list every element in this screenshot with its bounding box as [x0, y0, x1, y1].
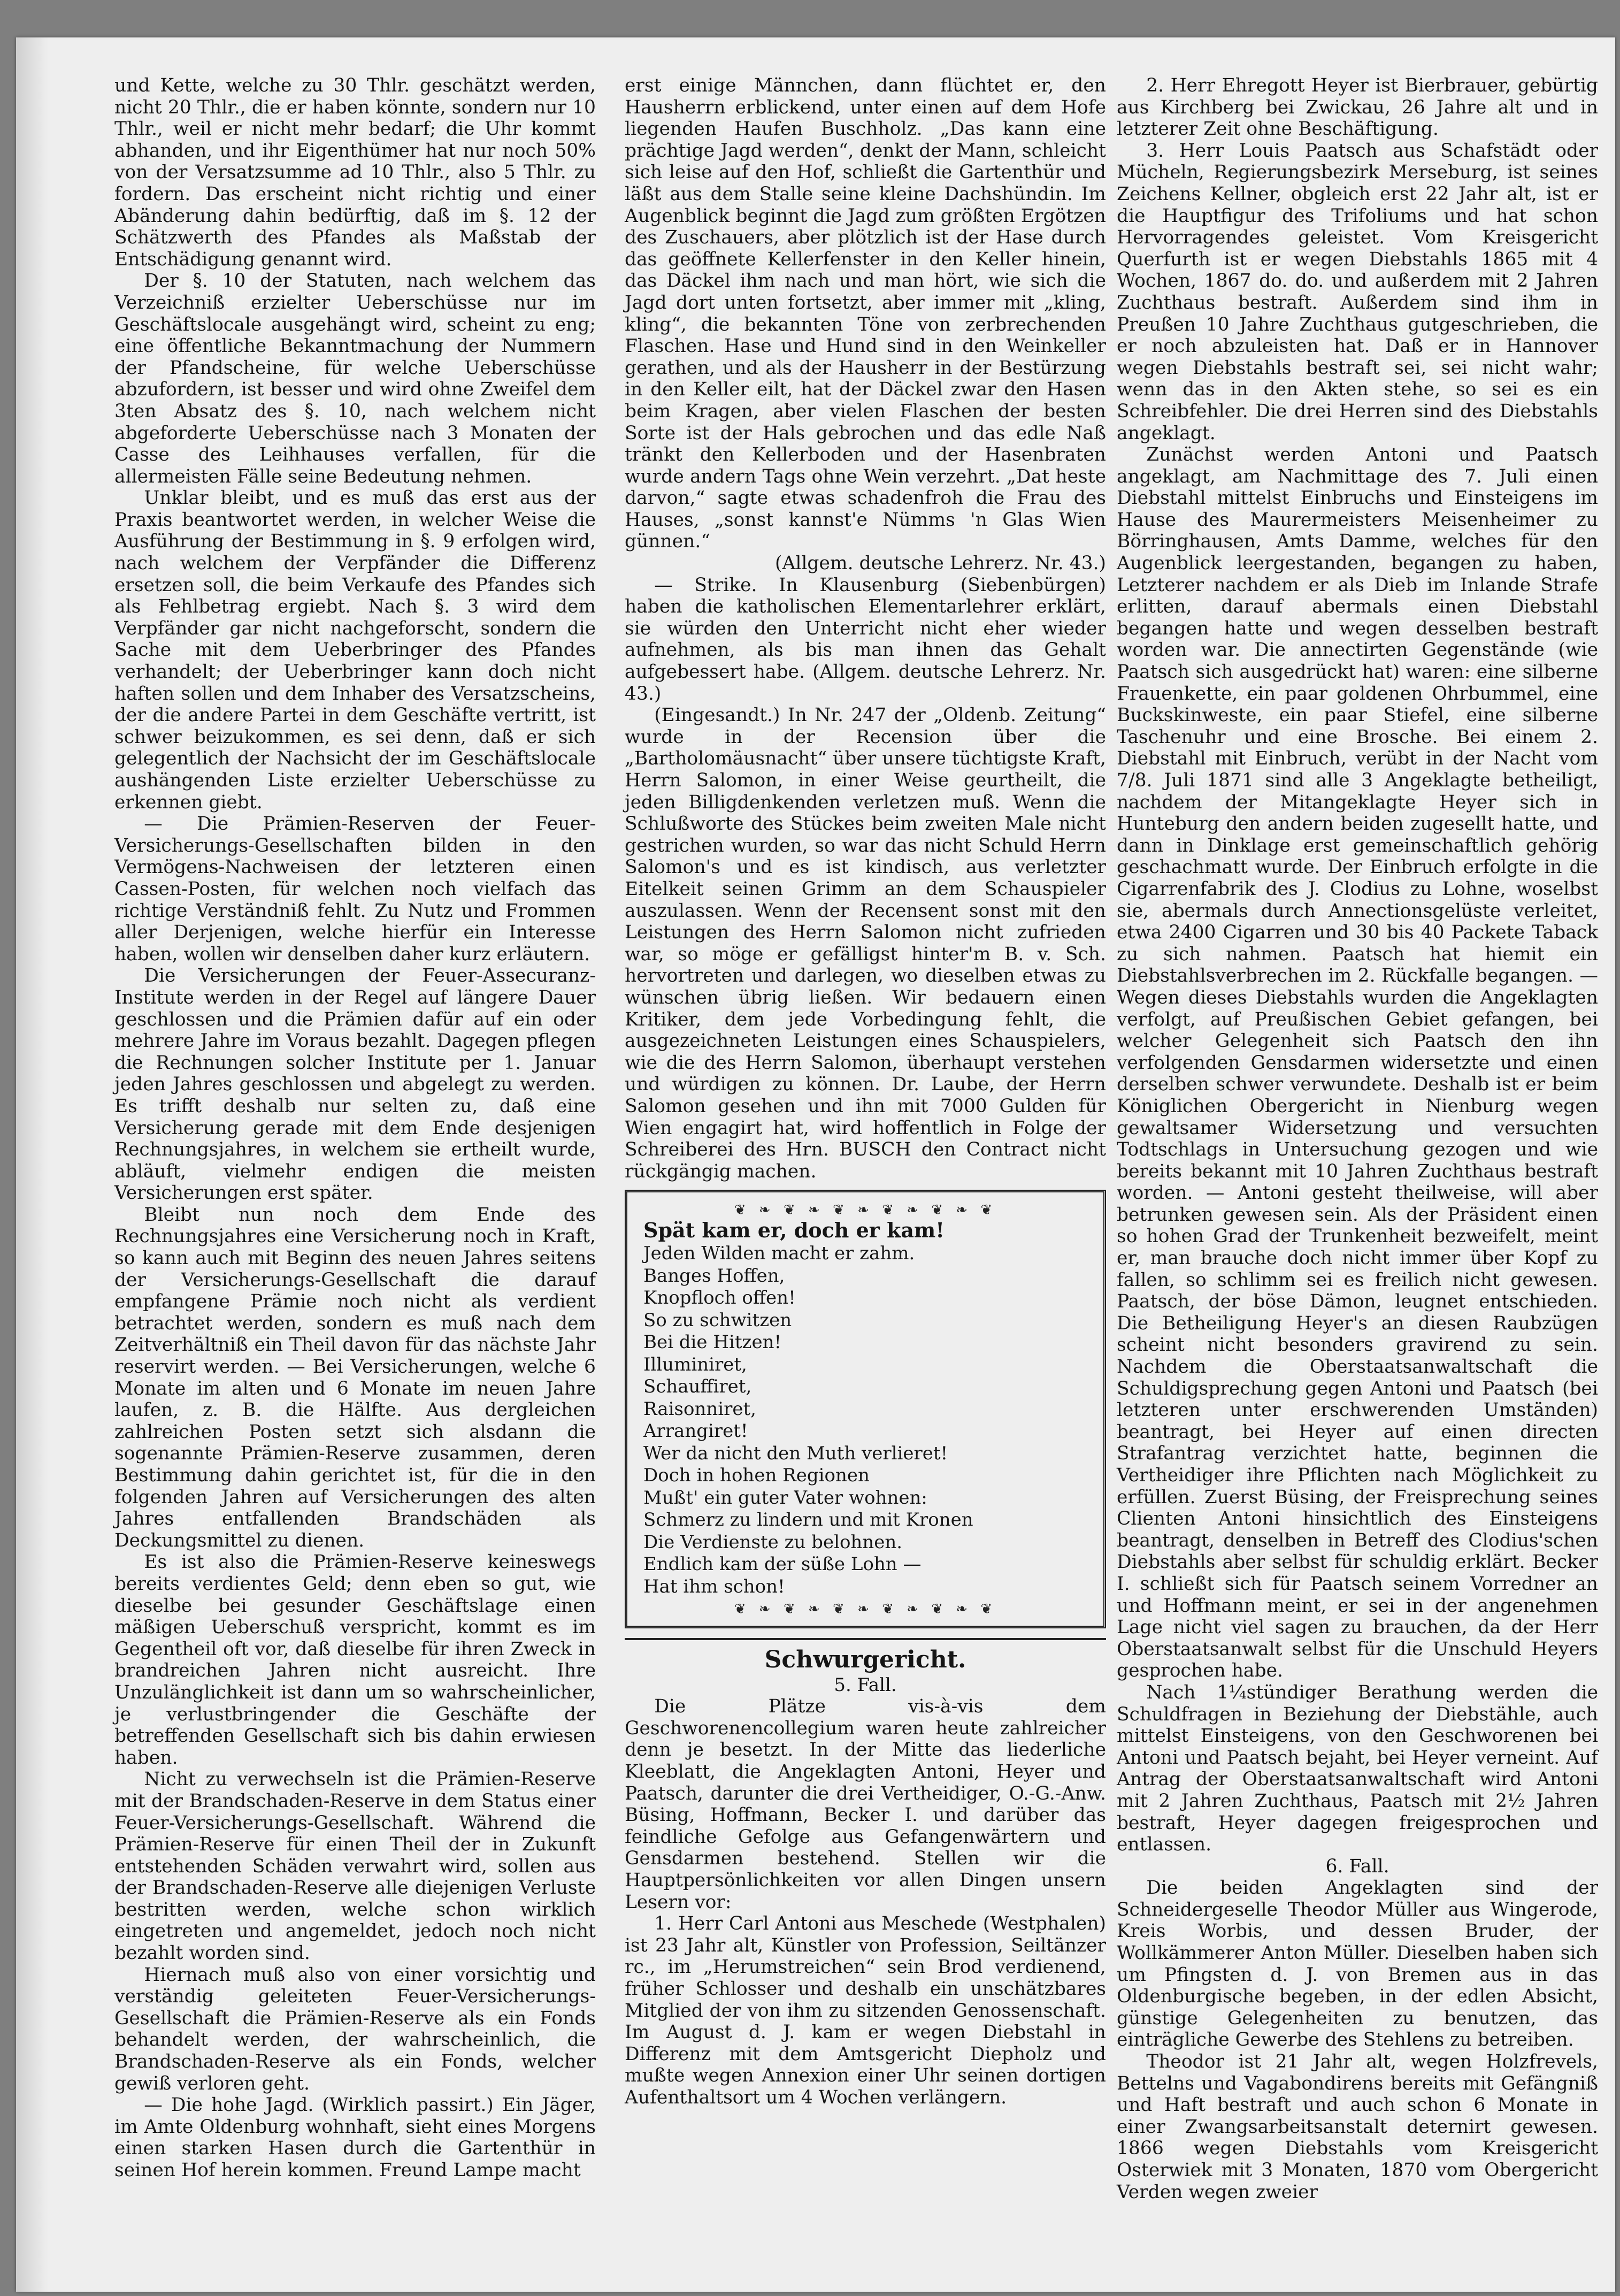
middle-column-court-report [625, 1696, 1106, 2108]
poem-line: Mußt' ein guter Vater wohnen: [643, 1487, 927, 1509]
paragraph: (Eingesandt.) In Nr. 247 der „Oldenb. Zeitung“ wurde in der Recension über die „Bartholomäusnacht“ über unsere tüchtigste Kraft, Herrn Salomon, in einer Weise geurtheilt, die jeden Billigdenkenden verletzen muß. Wenn die Schlußworte des Stückes beim zweiten Male nicht gestrichen wurden, so war das nicht Schuld Herrn Salomon's und es ist kindisch, aus verletzter Eitelkeit seinen Grimm an dem Schauspieler auszulassen. Wenn der Recensent sonst mit den Leistungen des Herrn Salomon nicht zufrieden war, so möge er gefälligst hinter'm B. v. Sch. hervortreten und darlegen, wo dieselben etwas zu wünschen übrig ließen. Wir bedauern einen Kritiker, dem jede Vorbedingung fehlt, die ausgezeichneten Leistungen eines Schauspielers, wie die des Herrn Salomon, überhaupt verstehen und würdigen zu können. Dr. Laube, der Herrn Salomon gesehen und ihn mit 7000 Gulden für Wien engagirt hat, wird hoffentlich in Folge der Schreiberei des Hrn. BUSCH den Contract nicht rückgängig machen. [625, 705, 1106, 1182]
poem-line: Schmerz zu lindern und mit Kronen [643, 1509, 973, 1531]
paragraph: 2. Herr Ehregott Heyer ist Bierbrauer, gebürtig aus Kirchberg bei Zwickau, 26 Jahre alt und in letzterer Zeit ohne Beschäftigung. [1117, 75, 1598, 140]
poem-line: Raisonniret, [643, 1398, 756, 1420]
paragraph: Unklar bleibt, und es muß das erst aus der Praxis beantwortet werden, in welcher Weise die Ausführung der Bestimmung in §. 9 erfolgen wird, nach welchem der Verpfänder die Differenz ersetzen soll, die beim Verkaufe des Pfandes sich als Fehlbetrag ergiebt. Nach §. 3 wird dem Verpfänder gar nicht nachgeforscht, sondern die Sache mit dem Ueberbringer des Pfandes verhandelt; der Ueberbringer kann doch nicht haften sollen und dem Inhaber des Versatzscheins, der die andere Partei in dem Geschäfte vertritt, ist schwer beizukommen, es sei denn, daß er sich gelegentlich der Nachsicht der im Geschäftslocale aushängenden Liste erzielter Ueberschüsse zu erkennen giebt. [114, 487, 596, 813]
paragraph: Hiernach muß also von einer vorsichtig und verständig geleiteten Feuer-Versicherungs-Gesellschaft die Prämien-Reserve als ein Fonds behandelt werden, der wahrscheinlich, die Brandschaden-Reserve als ein Fonds, welcher gewiß verloren geht. [114, 1964, 596, 2094]
paragraph: erst einige Männchen, dann flüchtet er, den Hausherrn erblickend, unter einen auf dem Hofe liegenden Haufen Buschholz. „Das kann eine prächtige Jagd werden“, denkt der Mann, schleicht sich leise auf den Hof, schließt die Gartenthür und läßt aus dem Stalle seine kleine Dachshündin. Im Augenblick beginnt die Jagd zum größten Ergötzen des Zuschauers, aber plötzlich ist der Hase durch das geöffnete Kellerfenster in den Keller hinein, das Däckel ihm nach und man hört, wie sich die Jagd dort unten fortsetzt, aber immer mit „kling, kling“, die bekannten Töne von zerbrechenden Flaschen. Hase und Hund sind in den Weinkeller gerathen, und als der Hausherr in der Bestürzung in den Keller eilt, hat der Däckel zwar den Hasen beim Kragen, aber vielen Flaschen der besten Sorte ist der Hals gebrochen und das edle Naß tränkt den Kellerboden und der Hasenbraten wurde andern Tags ohne Wein verzehrt. „Dat heste darvon,“ sagte etwas schadenfroh die Frau des Hauses, „sonst kannst'e Nümms 'n Glas Wien günnen.“ [625, 75, 1106, 553]
paragraph: Nicht zu verwechseln ist die Prämien-Reserve mit der Brandschaden-Reserve in dem Status einer Feuer-Versicherungs-Gesellschaft. Während die Prämien-Reserve für einen Theil der in Zukunft entstehenden Schäden verwahrt wird, sollen aus der Brandschaden-Reserve alle diejenigen Verluste bestritten werden, welche schon wirklich eingetreten und angemeldet, jedoch noch nicht bezahlt worden sind. [114, 1769, 596, 1964]
column-left [114, 75, 596, 2182]
paragraph: Die beiden Angeklagten sind der Schneidergeselle Theodor Müller aus Wingerode, Kreis Worbis, und dessen Bruder, der Wollkämmerer Anton Müller. Dieselben haben sich um Pfingsten d. J. von Bremen aus in das Oldenburgische begeben, in der edlen Absicht, günstige Gelegenheiten zu benutzen, das einträgliche Gewerbe des Stehlens zu betreiben. [1117, 1877, 1598, 2051]
poem-line: Wer da nicht den Muth verlieret! [643, 1442, 948, 1464]
paragraph: Die Versicherungen der Feuer-Assecuranz-Institute werden in der Regel auf längere Dauer geschlossen und die Prämien dafür auf ein oder mehrere Jahre im Voraus bezahlt. Dagegen pflegen die Rechnungen solcher Institute per 1. Januar jeden Jahres geschlossen und abgelegt zu werden. Es trifft deshalb nur selten zu, daß eine Versicherung gerade mit dem Ende desjenigen Rechnungsjahres, in welchem sie ertheilt wurde, abläuft, vielmehr endigen die meisten Versicherungen erst später. [114, 965, 596, 1204]
poem-line: Arrangiret! [643, 1420, 748, 1442]
paragraph: Nach 1¼stündiger Berathung werden die Schuldfragen in Beziehung der Diebstähle, auch mittelst Einsteigens, von den Geschworenen bei Antoni und Paatsch bejaht, bei Heyer verneint. Auf Antrag der Oberstaatsanwaltschaft wird Antoni mit 2 Jahren Zuchthaus, Paatsch mit 2½ Jahren bestraft, Heyer dagegen freigesprochen und entlassen. [1117, 1681, 1598, 1856]
paragraph: und Kette, welche zu 30 Thlr. geschätzt werden, nicht 20 Thlr., die er haben könnte, sondern nur 10 Thlr., weil er nicht mehr bedarf; die Uhr kommt abhanden, und ihr Eigenthümer hat nur noch 50% von der Versatzsumme ad 10 Thlr., also 5 Thlr. zu fordern. Das erscheint nicht richtig und einer Abänderung dahin bedürftig, daß im §. 12 der Schätzwerth des Pfandes als Maßstab der Entschädigung genannt wird. [114, 75, 596, 270]
paragraph: Der §. 10 der Statuten, nach welchem das Verzeichniß erzielter Ueberschüsse nur im Geschäftslocale ausgehängt wird, scheint zu eng; eine öffentliche Bekanntmachung der Nummern der Pfandscheine, für welche Ueberschüsse abzufordern, ist besser und wird ohne Zweifel dem 3ten Absatz des §. 10, nach welchem nicht abgeforderte Ueberschüsse nach 3 Monaten der Casse des Leihhauses verfallen, für die allermeisten Fälle seine Bedeutung nehmen. [114, 270, 596, 487]
paragraph: — Die hohe Jagd. (Wirklich passirt.) Ein Jäger, im Amte Oldenburg wohnhaft, sieht eines Morgens einen starken Hasen durch die Gartenthür in seinen Hof herein kommen. Freund Lampe macht [114, 2094, 596, 2181]
poem-line: So zu schwitzen [643, 1309, 792, 1331]
paragraph: 1. Herr Carl Antoni aus Meschede (Westphalen) ist 23 Jahr alt, Künstler von Profession, Seiltänzer rc., im „Herumstreichen“ sein Brod verdienend, früher Schlosser und deshalb ein unschätzbares Mitglied der von ihm zu sitzenden Genossenschaft. Im August d. J. kam er wegen Diebstahl in Differenz mit dem Amtsgericht Diepholz und mußte wegen Annexion einer Uhr seinen dortigen Aufenthaltsort um 4 Wochen verlängern. [625, 1913, 1106, 2108]
paragraph: Bleibt nun noch dem Ende des Rechnungsjahres eine Versicherung noch in Kraft, so kann auch mit Beginn des neuen Jahres seitens der Versicherungs-Gesellschaft die darauf empfangene Prämie noch nicht als verdient betrachtet werden, sondern es muß nach dem Zeitverhältniß ein Theil davon für das nächste Jahr reservirt werden. — Bei Versicherungen, welche 6 Monate im alten und 6 Monate im neuen Jahre laufen, z. B. die Hälfte. Aus dergleichen zahlreichen Posten setzt sich alsdann die sogenannte Prämien-Reserve zusammen, deren Bestimmung dahin gerichtet ist, für die in den folgenden Jahren auf Versicherungen des alten Jahres entfallenden Brandschäden als Deckungsmittel zu dienen. [114, 1204, 596, 1551]
paragraph: Zunächst werden Antoni und Paatsch angeklagt, am Nachmittage des 7. Juli einen Diebstahl mittelst Einbruchs und Einsteigens im Hause des Maurermeisters Meisenheimer zu Börringhausen, Amts Damme, welches für den Augenblick leergestanden, begangen zu haben, Letzterer nachdem er als Dieb im Inlande Strafe erlitten, darauf abermals einen Diebstahl begangen hatte und wegen desselben bestraft worden war. Die annectirten Gegenstände (wie Paatsch sich ausgedrückt hat) waren: eine silberne Frauenkette, ein paar goldenen Ohrbummel, eine Buckskinweste, ein paar Stiefel, eine silberne Taschenuhr und eine Brosche. Bei einem 2. Diebstahl mit Einbruch, verübt in der Nacht vom 7/8. Juli 1871 sind alle 3 Angeklagte betheiligt, nachdem der Mitangeklagte Heyer sich in Hunteburg den andern beiden zugesellt hatte, und dann in Dinklage erst gemeinschaftlich gehörig geschachmatt wurde. Der Einbruch erfolgte in die Cigarrenfabrik des J. Clodius zu Lohne, woselbst sie, abermals durch Annectionsgelüste verleitet, etwa 2400 Cigarren und 30 bis 40 Packete Taback zu sich nahmen. Paatsch hat hiemit ein Diebstahlsverbrechen im 2. Rückfalle begangen. — Wegen dieses Diebstahls wurden die Angeklagten verfolgt, auf Preußischen Gebiet gefangen, bei welcher Gelegenheit sich Paatsch den ihn verfolgenden Gensdarmen widersetzte und einen derselben schwer verwundete. Deshalb ist er beim Königlichen Obergericht in Nienburg wegen gewaltsamer Widersetzung und versuchten Todtschlags in Untersuchung gezogen und wie bereits bekannt mit 10 Jahren Zuchthaus bestraft worden. — Antoni gesteht theilweise, will aber betrunken gewesen sein. Als der Präsident einen so hohen Grad der Trunkenheit bezweifelt, meint er, man brauche doch nicht immer über Kopf zu fallen, so schlimm sei es freilich nicht gewesen. Paatsch, der böse Dämon, leugnet entschieden. Die Betheiligung Heyer's an diesen Raubzügen scheint nicht besonders gravirend zu sein. Nachdem die Oberstaatsanwaltschaft die Schuldigsprechung gegen Antoni und Paatsch (bei letzteren unter erschwerenden Umständen) beantragt, bei Heyer auf einen directen Strafantrag verzichtet hatte, beginnen die Vertheidiger ihre Pflichten nach Möglichkeit zu erfüllen. Zuerst Büsing, der Freisprechung seines Clienten Antoni hinsichtlich des Einsteigens beantragt, denselben in Betreff des Clodius'schen Diebstahls aber selbst für schuldig erklärt. Becker I. schließt sich für Paatsch seinem Vorredner an und Hoffmann meint, er sei in der angenehmen Lage nicht viel sagen zu brauchen, da der Herr Oberstaatsanwalt selbst für die Unschuld Heyers gesprochen habe. [1117, 444, 1598, 1682]
paragraph: (Allgem. deutsche Lehrerz. Nr. 43.) [774, 553, 1106, 575]
paragraph: Es ist also die Prämien-Reserve keineswegs bereits verdientes Geld; denn eben so gut, wie dieselbe bei gesunder Geschäftslage einen mäßigen Ueberschuß verspricht, kommt es im Gegentheil oft vor, daß dieselbe für ihren Zweck in brandreichen Jahren nicht ausreicht. Ihre Unzulänglichkeit ist dann um so wahrscheinlicher, je verlustbringender die Geschäfte der betreffenden Gesellschaft sich bis dahin erwiesen haben. [114, 1551, 596, 1769]
column-right [1117, 75, 1598, 2203]
poem-lines [643, 1243, 1087, 1598]
poem-line: Doch in hohen Regionen [643, 1465, 870, 1487]
case-number-5: 5. Fall. [834, 1674, 897, 1696]
poem-line: Bei die Hitzen! [643, 1331, 782, 1353]
paragraph: — Die Prämien-Reserven der Feuer-Versicherungs-Gesellschaften bilden in den Vermögens-Nachweisen der letzteren einen Cassen-Posten, für welchen noch vielfach das richtige Verständniß fehlt. Zu Nutz und Frommen aller Derjenigen, welche hierfür ein Interesse haben, wollen wir denselben daher kurz erläutern. [114, 813, 596, 965]
poem-line: Jeden Wilden macht er zahm. [643, 1243, 915, 1265]
poem-line: Banges Hoffen, [643, 1265, 785, 1287]
poem-title: ❦ ❧ ❦ ❧ ❦ ❧ ❦ ❧ ❦ ❧ ❦ Spät kam er, doch er kam! [643, 1218, 945, 1243]
poem-line: Knopfloch offen! [643, 1287, 796, 1309]
paragraph: 3. Herr Louis Paatsch aus Schafstädt oder Mücheln, Regierungsbezirk Merseburg, ist seines Zeichens Kellner, obgleich erst 22 Jahr alt, ist er die Hauptfigur des Trifoliums und hat schon Hervorragendes geleistet. Vom Kreisgericht Querfurth ist er wegen Diebstahls 1865 mit 4 Wochen, 1867 do. do. und außerdem mit 2 Jahren Zuchthaus bestraft. Außerdem sind ihm in Preußen 10 Jahre Zuchthaus gutgeschrieben, die er noch abzuleisten hat. Daß er in Hannover wegen Diebstahls bestraft sei, sei nicht wahr; wenn das in den Akten stehe, so sei es ein Schreibfehler. Die drei Herren sind des Diebstahls angeklagt. [1117, 140, 1598, 444]
section-heading-schwurgericht: Schwurgericht. [625, 1638, 1106, 1674]
middle-column-articles [625, 75, 1106, 1182]
paragraph: 6. Fall. [1325, 1855, 1389, 1877]
page-spine-shadow [16, 37, 48, 2292]
poem-line: Schauffiret, [643, 1376, 752, 1398]
poem-line: Die Verdienste zu belohnen. [643, 1531, 903, 1553]
poem-line: Illuminiret, [643, 1353, 747, 1375]
paragraph: Theodor ist 21 Jahr alt, wegen Holzfrevels, Bettelns und Vagabondirens bereits mit Gefängniß und Haft bestraft und auch schon 6 Monate in einer Zwangsarbeitsanstalt deternirt gewesen. 1866 wegen Diebstahls vom Kreisgericht Osterwiek mit 3 Monaten, 1870 vom Obergericht Verden wegen zweier [1117, 2051, 1598, 2203]
paragraph: — Strike. In Klausenburg (Siebenbürgen) haben die katholischen Elementarlehrer erklärt, sie würden den Unterricht nicht eher wieder aufnehmen, als bis man ihnen das Gehalt aufgebessert habe. (Allgem. deutsche Lehrerz. Nr. 43.) [625, 574, 1106, 705]
poem-line: Hat ihm schon! [643, 1575, 785, 1597]
poem-box [625, 1190, 1106, 1628]
column-middle [625, 75, 1106, 2109]
paragraph: Die Plätze vis-à-vis dem Geschworenencollegium waren heute zahlreicher denn je besetzt. In der Mitte das liederliche Kleeblatt, die Angeklagten Antoni, Heyer und Paatsch, darunter die drei Vertheidiger, O.-G.-Anw. Büsing, Hoffmann, Becker I. und darüber das feindliche Gefolge aus Gefangenwärtern und Gensdarmen bestehend. Stellen wir die Hauptpersönlichkeiten vor allen Dingen unsern Lesern vor: [625, 1696, 1106, 1913]
poem-line: Endlich kam der süße Lohn — [643, 1553, 922, 1575]
